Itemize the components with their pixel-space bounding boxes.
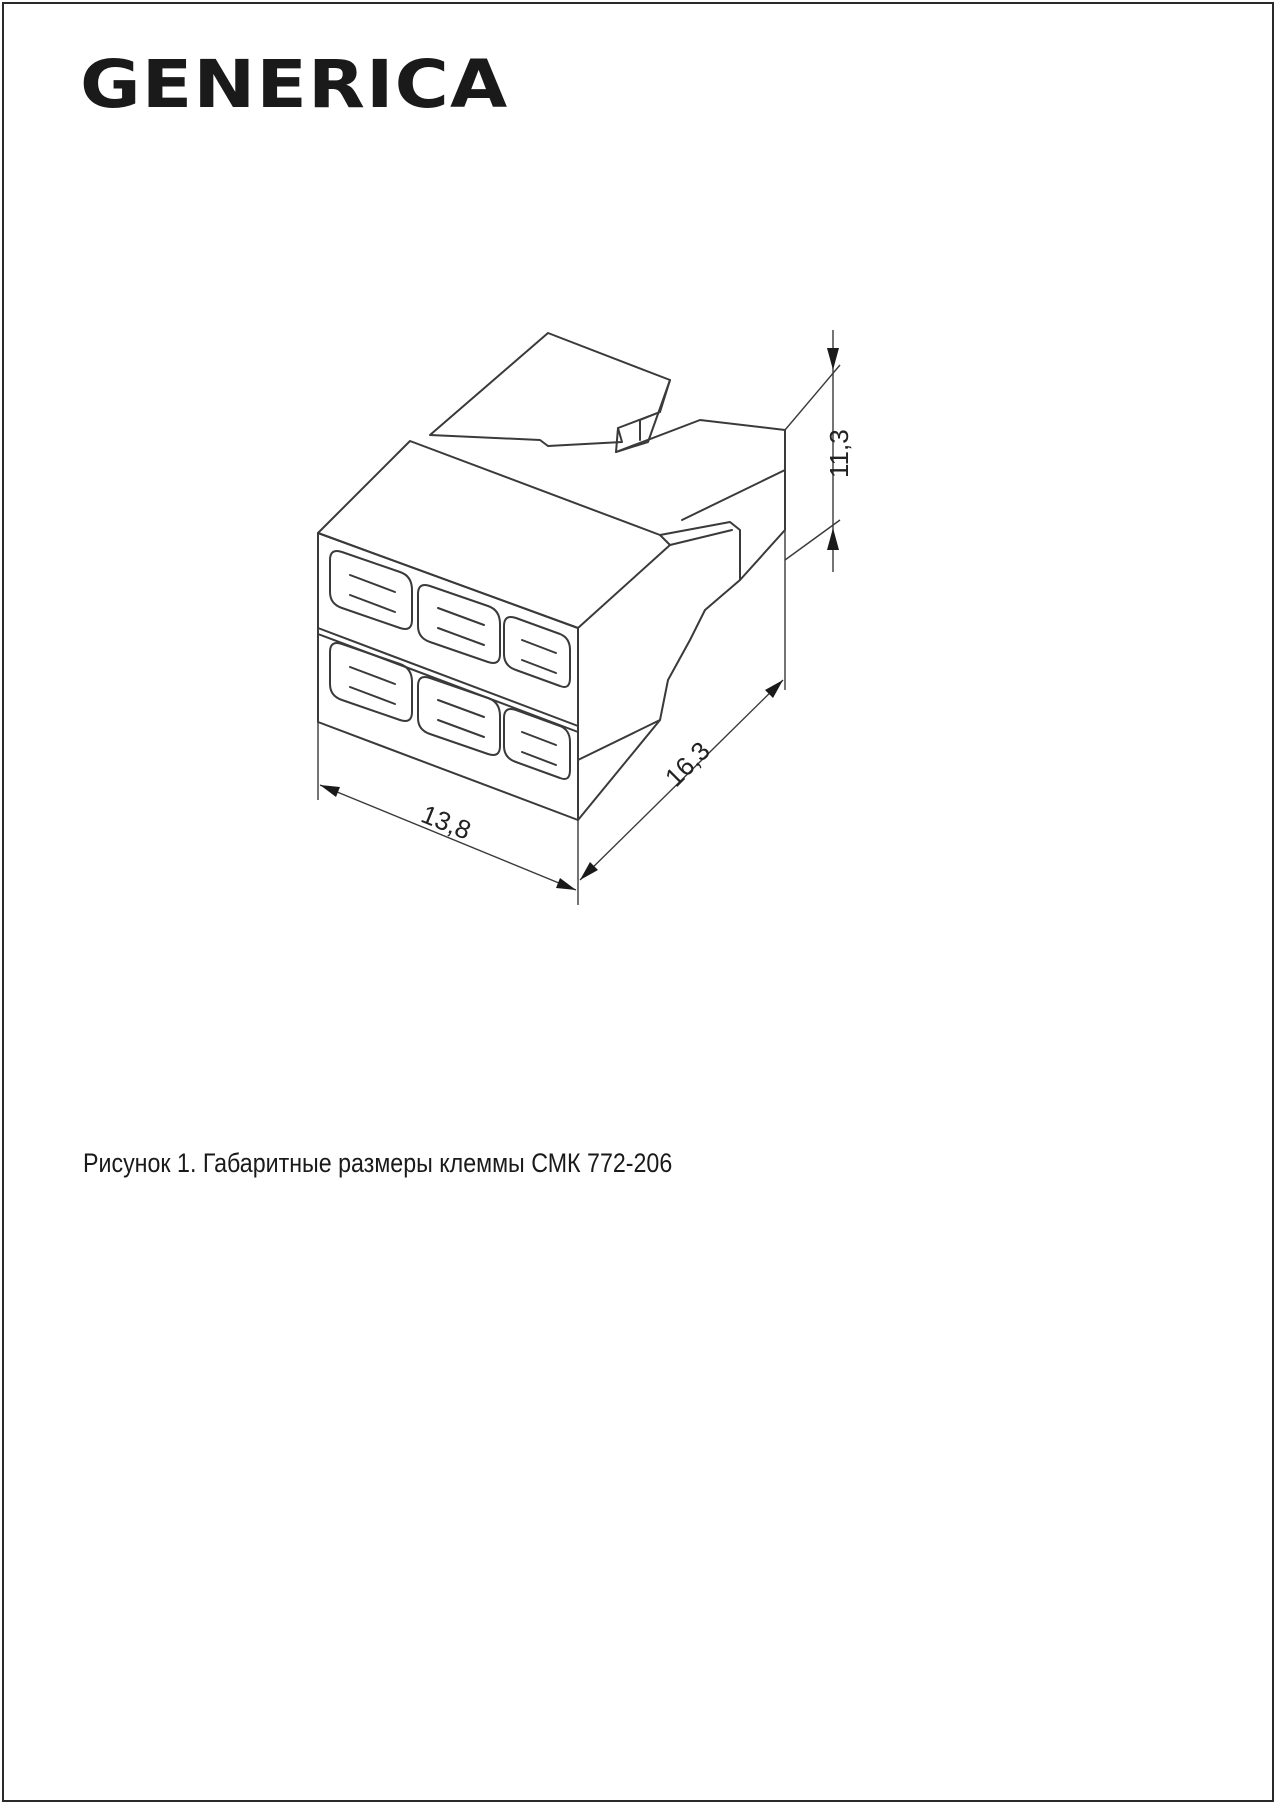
arrow-height-bottom — [827, 528, 839, 550]
dim-height-ext-top — [785, 365, 840, 430]
connector-side-clip — [578, 522, 740, 760]
port-bottom-2 — [418, 677, 500, 755]
brand-logo: GENERICA — [80, 46, 509, 123]
arrow-width-right — [556, 878, 576, 890]
connector-right-face — [578, 628, 660, 820]
connector-rear-step — [616, 420, 785, 520]
port-bottom-1 — [330, 643, 412, 721]
dimension-arrows — [320, 348, 839, 890]
connector-front-divider — [318, 628, 578, 726]
dim-height-label: 11,3 — [824, 429, 854, 478]
dim-width-label: 13,8 — [417, 798, 476, 846]
connector-rear-block — [430, 333, 670, 446]
figure-caption: Рисунок 1. Габаритные размеры клеммы СМК 772-206 — [83, 1148, 673, 1178]
dim-depth-label: 16,3 — [658, 735, 716, 793]
port-top-3 — [504, 617, 570, 687]
port-ribs — [350, 575, 556, 765]
connector-top-face — [318, 441, 670, 628]
arrow-width-left — [320, 785, 340, 797]
port-top-2 — [418, 585, 500, 663]
connector-right-rear — [740, 470, 785, 580]
arrow-height-top — [827, 348, 839, 370]
